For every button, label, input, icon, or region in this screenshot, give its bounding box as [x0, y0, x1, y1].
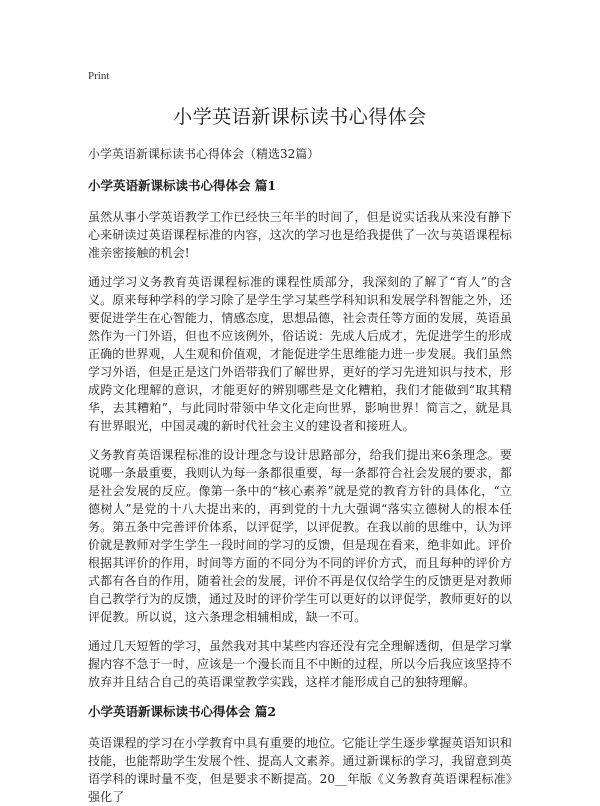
print-link[interactable]: Print	[88, 70, 110, 82]
paragraph: 虽然从事小学英语教学工作已经快三年半的时间了，但是说实话我从来没有静下心来研读过英语课程标准的内容，这次的学习也是给我提供了一次与英语课程标准亲密接触的机会!	[88, 210, 512, 260]
paragraph: 通过学习义务教育英语课程标准的课程性质部分，我深刻的了解了“育人”的含义。原来每种学科的学习除了是学生学习某些学科知识和发展学科智能之外，还要促进学生在心智能力，情感态度，思想品德，社会责任等方面的发展，英语虽然作为一门外语，但也不应该例外，俗话说：先成人后成才，先促进学生的形成正确的世界观，人生观和价值观，才能促进学生思维能力进一步发展。我们虽然学习外语，但是正是这门外语带我们了解世界，更好的学习先进知识与技术，形成跨文化理解的意识，才能更好的辨别哪些是文化糟粕，我们才能做到“取其精华，去其糟粕”，与此同时带领中华文化走向世界，影响世界！简言之，就是具有世界眼光，中国灵魂的新时代社会主义的建设者和接班人。	[88, 275, 512, 433]
page-title: 小学英语新课标读书心得体会	[173, 106, 427, 128]
section-2	[88, 702, 512, 806]
section-heading: 小学英语新课标读书心得体会 篇2	[88, 704, 277, 719]
section-heading: 小学英语新课标读书心得体会 篇1	[88, 178, 277, 193]
document-subtitle: 小学英语新课标读书心得体会（精选32篇）	[88, 147, 320, 161]
paragraph: 义务教育英语课程标准的设计理念与设计思路部分，给我们提出来6条理念。要说哪一条最重要，我则认为每一条都很重要，每一条都符合社会发展的要求，都是社会发展的反应。像第一条中的“核心素养”就是党的教育方针的具体化，“立德树人”是党的十八大提出来的，再到党的十九大强调“落实立德树人的根本任务。第五条中完善评价体系，以评促学，以评促教。在我以前的思维中，认为评价就是教师对学生学生一段时间的学习的反馈，但是现在看来，绝非如此。评价根据其评价的作用，时间等方面的不同分为不同的评价方式，而且每种的评价方式都有各自的作用，随着社会的发展，评价不再是仅仅给学生的反馈更是对教师自己教学行为的反馈，通过及时的评价学生可以更好的以评促学，教师更好的以评促教。所以说，这六条理念相辅相成，缺一不可。	[88, 448, 512, 624]
section-1	[88, 176, 512, 691]
paragraph: 英语课程的学习在小学教育中具有重要的地位。它能让学生逐步掌握英语知识和技能，也能帮助学生发展个性、提高人文素养。通过新课标的学习，我留意到英语学科的课时量不变，但是要求不断提高。20__年版《义务教育英语课程标准》强化了	[88, 736, 512, 804]
paragraph: 通过几天短暂的学习，虽然我对其中某些内容还没有完全理解透彻，但是学习掌握内容不急于一时，应该是一个漫长而且不中断的过程，所以今后我应该坚持不放弃并且结合自己的英语课堂教学实践，这样才能形成自己的独特理解。	[88, 639, 512, 689]
